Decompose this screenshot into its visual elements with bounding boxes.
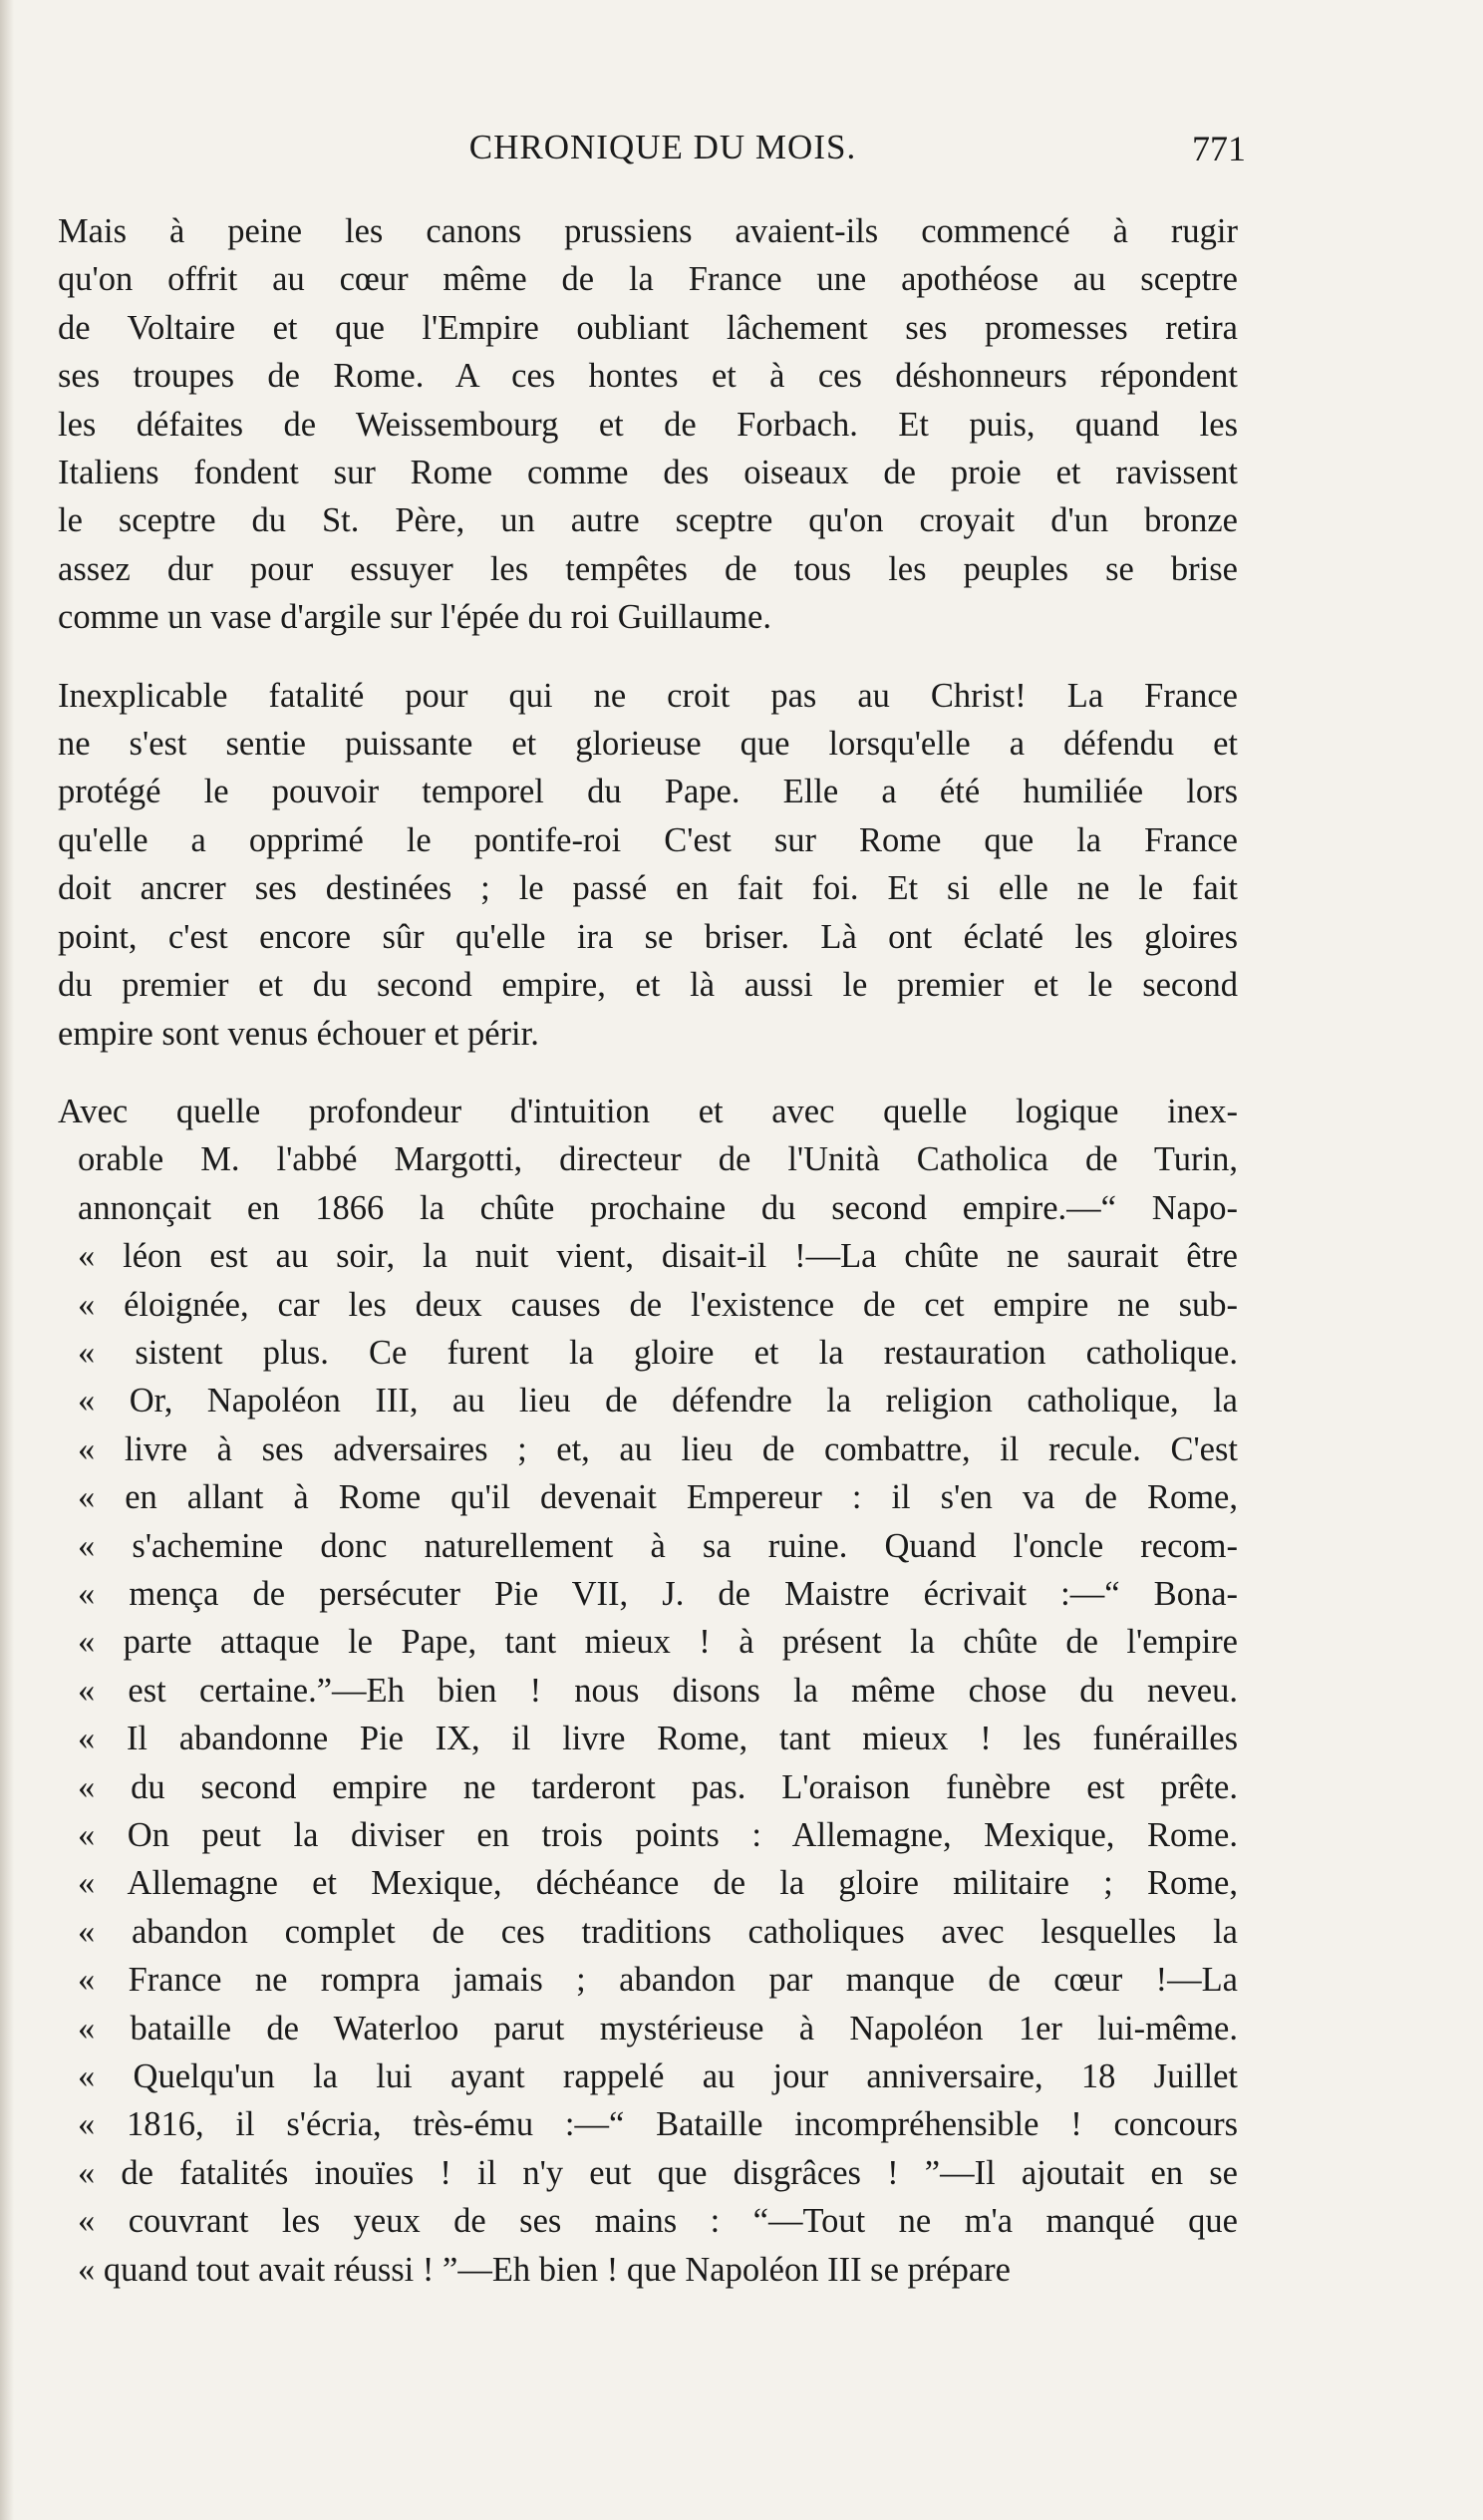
text-line: Mais à peine les canons prussiens avaient-ils commencé à rugir <box>58 212 1238 250</box>
text-line: orable M. l'abbé Margotti, directeur de l'Unità Catholica de Turin, <box>78 1140 1238 1179</box>
text-line: Inexplicable fatalité pour qui ne croit pas au Christ! La France <box>58 676 1238 715</box>
text-line: « France ne rompra jamais ; abandon par manque de cœur !—La <box>78 1961 1238 2000</box>
text-line: « du second empire ne tarderont pas. L'oraison funèbre est prête. <box>78 1767 1238 1806</box>
text-line: protégé le pouvoir temporel du Pape. Elle a été humiliée lors <box>58 773 1238 811</box>
text-line: « Or, Napoléon III, au lieu de défendre la religion catholique, la <box>78 1382 1238 1420</box>
paragraph <box>58 672 1238 1058</box>
text-line: « de fatalités inouïes ! il n'y eut que disgrâces ! ”—Il ajoutait en se <box>78 2153 1238 2192</box>
text-line: « s'achemine donc naturellement à sa ruine. Quand l'oncle recom- <box>78 1526 1238 1565</box>
text-line: « Il abandonne Pie IX, il livre Rome, tant mieux ! les funérailles <box>78 1720 1238 1758</box>
text-line: qu'elle a opprimé le pontife-roi C'est sur Rome que la France <box>58 820 1238 859</box>
page-gutter-shadow <box>0 0 14 2520</box>
text-line: Italiens fondent sur Rome comme des oiseaux de proie et ravissent <box>58 454 1238 492</box>
paragraph <box>58 1088 1238 2294</box>
text-line: « Allemagne et Mexique, déchéance de la gloire militaire ; Rome, <box>78 1864 1238 1903</box>
text-line: « quand tout avait réussi ! ”—Eh bien ! que Napoléon III se prépare <box>78 2250 1011 2289</box>
text-line: « Quelqu'un la lui ayant rappelé au jour anniversaire, 18 Juillet <box>78 2057 1238 2096</box>
text-line: Avec quelle profondeur d'intuition et avec quelle logique inex- <box>58 1092 1238 1130</box>
text-line: comme un vase d'argile sur l'épée du roi Guillaume. <box>58 598 771 637</box>
text-line: « bataille de Waterloo parut mystérieuse à Napoléon 1er lui-même. <box>78 2009 1238 2048</box>
text-line: les défaites de Weissembourg et de Forbach. Et puis, quand les <box>58 405 1238 444</box>
text-line: assez dur pour essuyer les tempêtes de tous les peuples se brise <box>58 549 1238 588</box>
text-line: « parte attaque le Pape, tant mieux ! à présent la chûte de l'empire <box>78 1623 1238 1662</box>
text-line: ne s'est sentie puissante et glorieuse que lorsqu'elle a défendu et <box>58 725 1238 764</box>
page-header <box>80 128 1246 187</box>
text-line: empire sont venus échouer et périr. <box>58 1014 539 1053</box>
text-line: de Voltaire et que l'Empire oubliant lâchement ses promesses retira <box>58 308 1238 347</box>
text-line: « léon est au soir, la nuit vient, disait-il !—La chûte ne saurait être <box>78 1237 1238 1276</box>
text-line: « On peut la diviser en trois points : Allemagne, Mexique, Rome. <box>78 1816 1238 1854</box>
page-number: 771 <box>1192 129 1246 168</box>
text-line: « livre à ses adversaires ; et, au lieu de combattre, il recule. C'est <box>78 1429 1238 1468</box>
text-line: point, c'est encore sûr qu'elle ira se briser. Là ont éclaté les gloires <box>58 917 1238 956</box>
text-line: « 1816, il s'écria, très-ému :—“ Bataille incompréhensible ! concours <box>78 2105 1238 2144</box>
text-line: ses troupes de Rome. A ces hontes et à ces déshonneurs répondent <box>58 357 1238 396</box>
text-line: « abandon complet de ces traditions catholiques avec lesquelles la <box>78 1912 1238 1951</box>
paragraph <box>58 207 1238 642</box>
text-line: le sceptre du St. Père, un autre sceptre qu'on croyait d'un bronze <box>58 501 1238 540</box>
text-line: « mença de persécuter Pie VII, J. de Maistre écrivait :—“ Bona- <box>78 1574 1238 1613</box>
text-line: qu'on offrit au cœur même de la France une apothéose au sceptre <box>58 260 1238 299</box>
body-text <box>58 207 1238 2324</box>
text-line: « est certaine.”—Eh bien ! nous disons la même chose du neveu. <box>78 1671 1238 1710</box>
text-line: du premier et du second empire, et là aussi le premier et le second <box>58 966 1238 1005</box>
text-line: annonçait en 1866 la chûte prochaine du second empire.—“ Napo- <box>78 1188 1238 1227</box>
text-line: « éloignée, car les deux causes de l'existence de cet empire ne sub- <box>78 1285 1238 1324</box>
running-title: CHRONIQUE DU MOIS. <box>468 128 857 166</box>
text-line: « en allant à Rome qu'il devenait Empereur : il s'en va de Rome, <box>78 1478 1238 1517</box>
text-line: doit ancrer ses destinées ; le passé en fait foi. Et si elle ne le fait <box>58 869 1238 908</box>
text-line: « couvrant les yeux de ses mains : “—Tout ne m'a manqué que <box>78 2202 1238 2241</box>
text-line: « sistent plus. Ce furent la gloire et la restauration catholique. <box>78 1333 1238 1372</box>
